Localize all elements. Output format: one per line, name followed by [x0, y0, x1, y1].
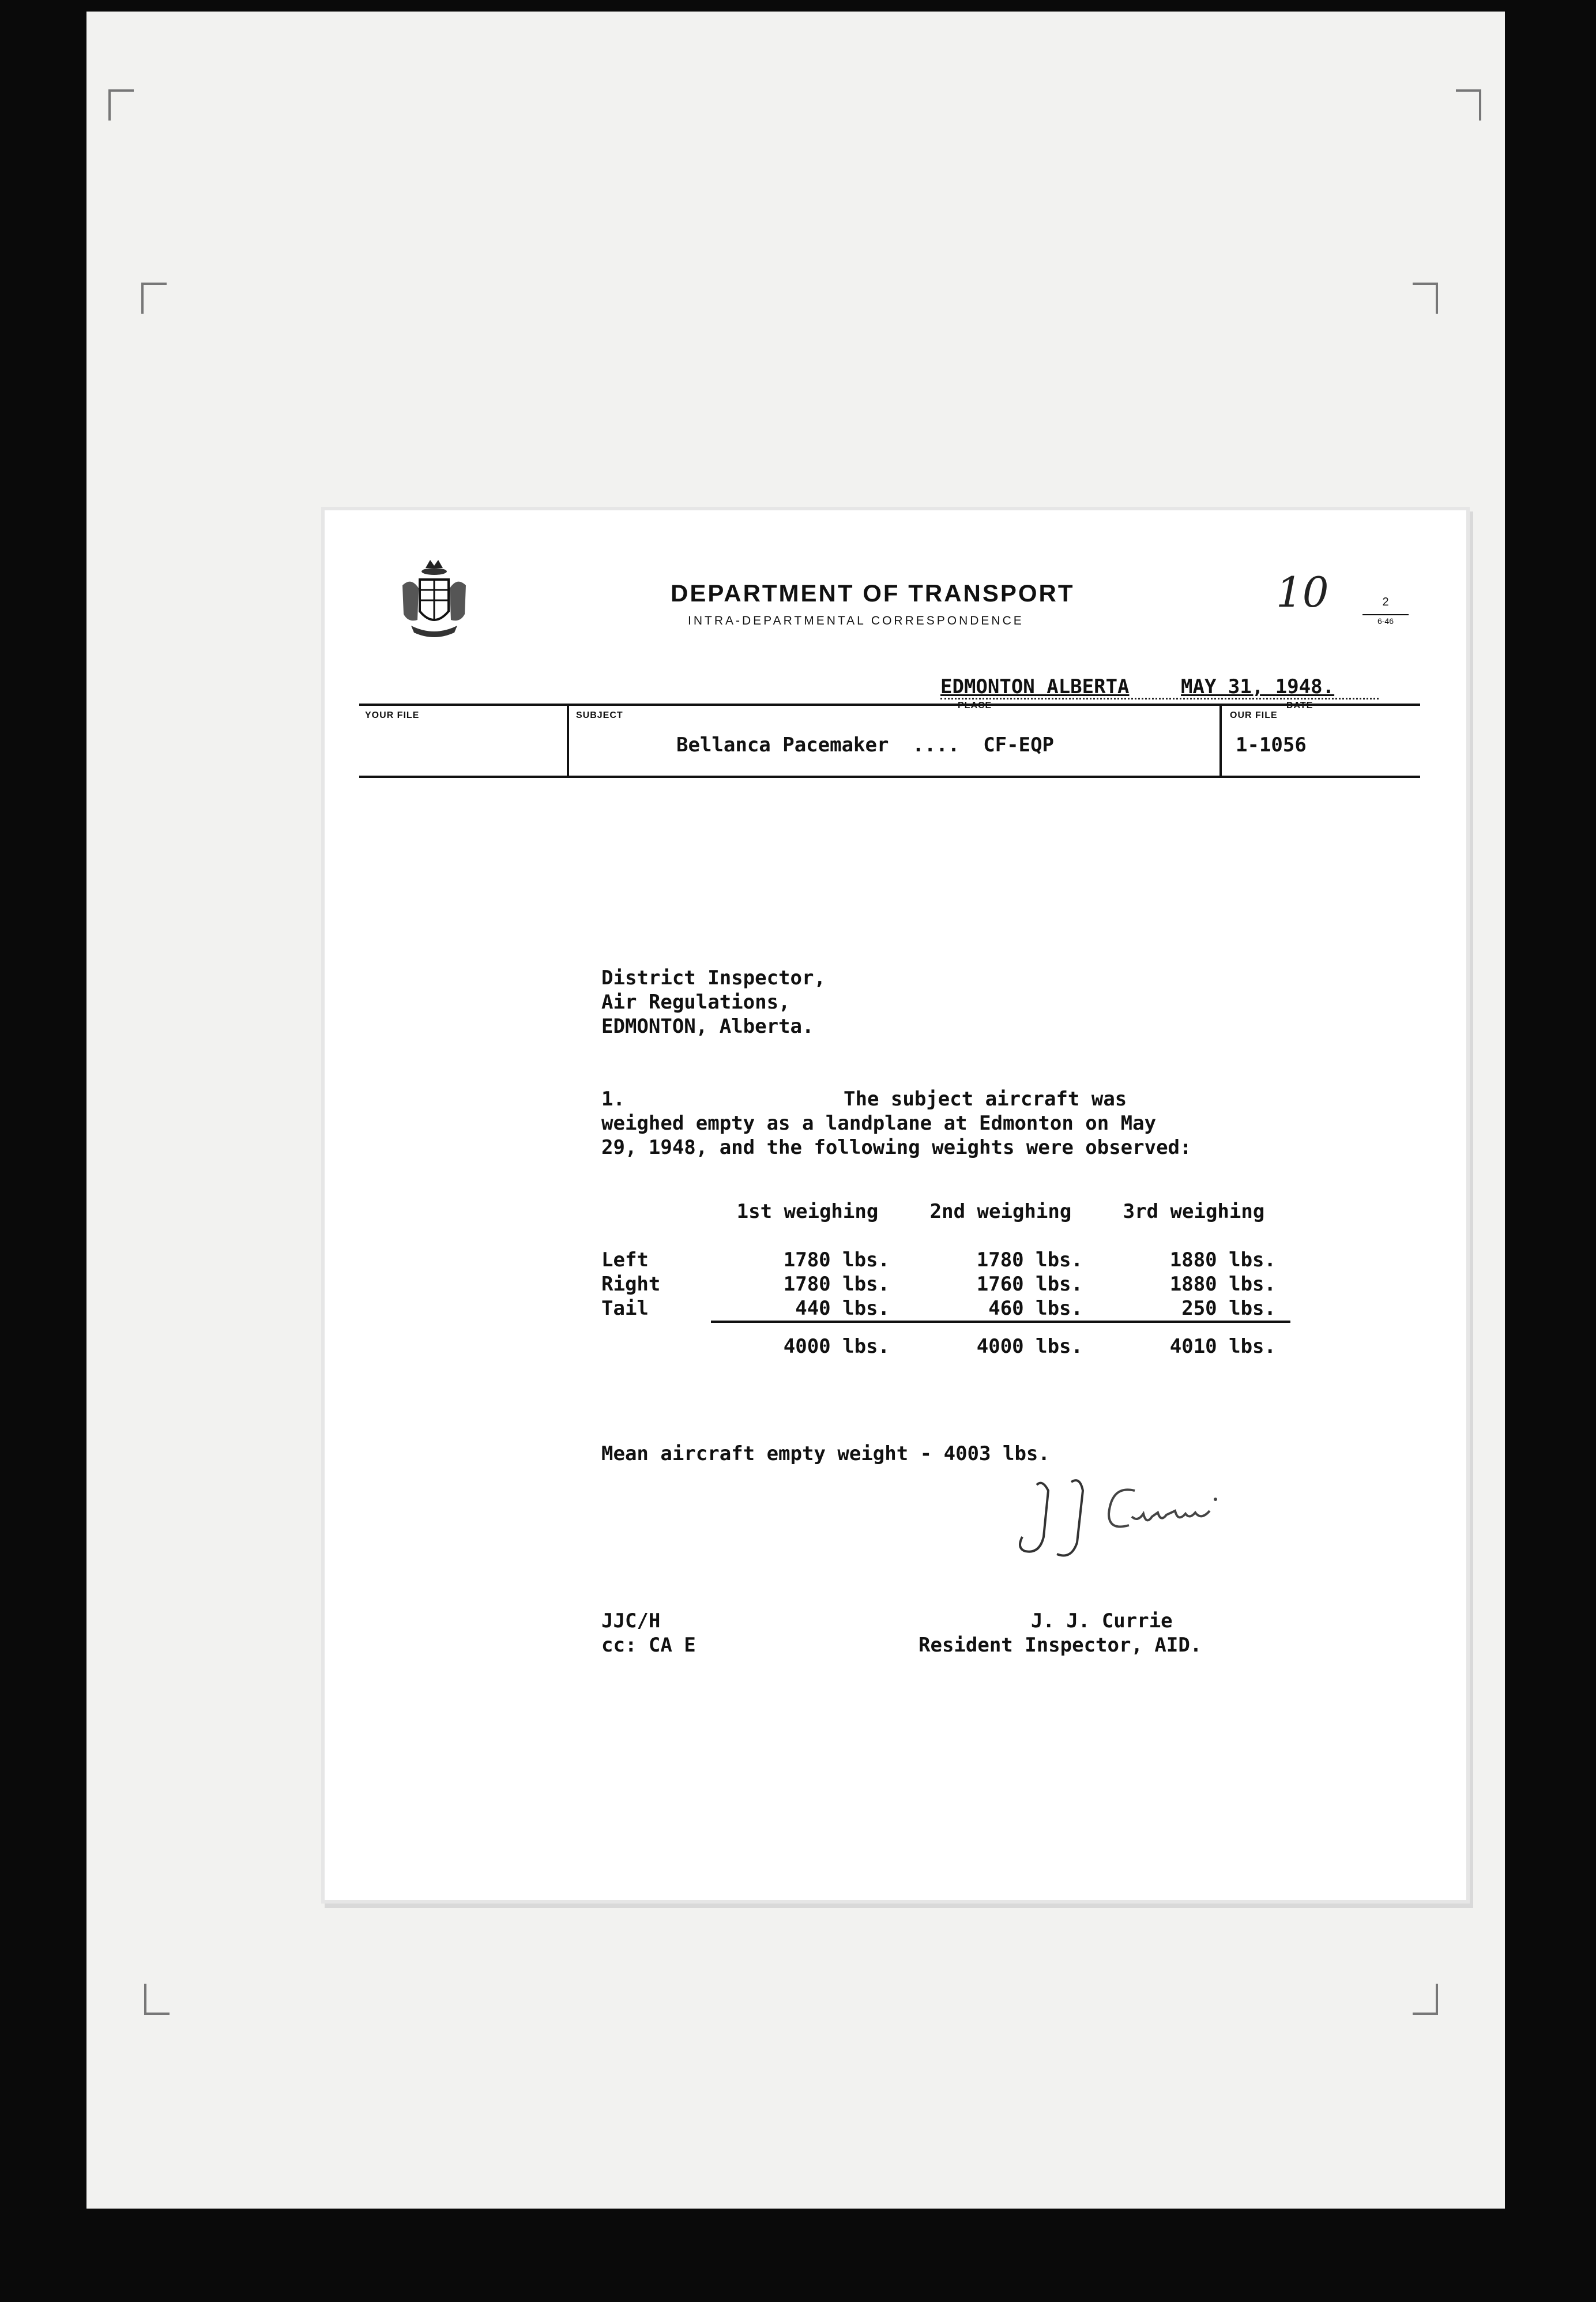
row-label: Left: [601, 1248, 649, 1272]
form-number: 2: [1382, 596, 1389, 608]
table-cell: 460 lbs.: [904, 1296, 1097, 1322]
total-cell: 4010 lbs.: [1169, 1335, 1276, 1358]
total-cell: 4000 lbs.: [976, 1335, 1083, 1358]
paragraph-line: 29, 1948, and the following weights were observed:: [601, 1136, 1192, 1159]
our-file-label: OUR FILE: [1230, 710, 1278, 720]
signer-title: Resident Inspector, AID.: [919, 1634, 1202, 1657]
row-label: Right: [601, 1273, 661, 1296]
paragraph-line: The subject aircraft was: [844, 1088, 1127, 1111]
table-header-row: [601, 1199, 1290, 1248]
table-row: [601, 1248, 1290, 1272]
addressee-line: District Inspector,: [601, 966, 826, 990]
carbon-copy-line: cc: CA E: [601, 1634, 696, 1657]
your-file-label: YOUR FILE: [365, 710, 420, 720]
table-spacer-row: [601, 1322, 1290, 1334]
weights-table: [601, 1199, 1290, 1359]
crop-mark-mid-right: [1413, 283, 1438, 314]
subject-value: Bellanca Pacemaker .... CF-EQP: [676, 734, 1055, 757]
addressee-line: EDMONTON, Alberta.: [601, 1015, 814, 1038]
crop-mark-bottom-right: [1413, 1984, 1438, 2015]
place-value: EDMONTON ALBERTA: [940, 675, 1130, 698]
crop-mark-mid-left: [141, 283, 167, 314]
table-total-row: [601, 1334, 1290, 1359]
table-cell: 1880 lbs.: [1169, 1273, 1276, 1296]
typist-reference: JJC/H: [601, 1609, 661, 1633]
date-label: [1286, 701, 1313, 711]
crop-mark-top-right: [1456, 89, 1481, 121]
table-cell: 1760 lbs.: [976, 1273, 1083, 1296]
table-cell: 250 lbs.: [1097, 1296, 1290, 1322]
addressee-line: Air Regulations,: [601, 991, 791, 1014]
department-subtitle: INTRA-DEPARTMENTAL CORRESPONDENCE: [688, 614, 1024, 627]
place-label: [958, 701, 992, 711]
handwritten-signature: [1002, 1468, 1256, 1566]
department-title: DEPARTMENT OF TRANSPORT: [671, 580, 1075, 607]
total-cell: 4000 lbs.: [783, 1335, 890, 1358]
table-cell: 440 lbs.: [711, 1296, 904, 1322]
memo-page: [325, 510, 1466, 1900]
paragraph-line: weighed empty as a landplane at Edmonton on May: [601, 1112, 1157, 1135]
file-box-divider: [1219, 706, 1222, 776]
handwritten-page-number: 10: [1276, 568, 1329, 616]
table-header-cell: 1st weighing: [736, 1200, 879, 1223]
table-header-cell: 3rd weighing: [1123, 1200, 1265, 1223]
file-box-top-rule: [359, 704, 1420, 706]
mean-weight-line: Mean aircraft empty weight - 4003 lbs.: [601, 1442, 1050, 1465]
canadian-coat-of-arms-icon: [397, 556, 472, 643]
crop-mark-bottom-left: [144, 1984, 170, 2015]
our-file-value: 1-1056: [1236, 734, 1307, 757]
crop-mark-top-left: [108, 89, 134, 121]
table-row: [601, 1272, 1290, 1296]
table-header-cell: 2nd weighing: [929, 1200, 1072, 1223]
row-label: Tail: [601, 1297, 649, 1320]
signer-name: J. J. Currie: [1031, 1609, 1173, 1633]
table-row: [601, 1296, 1290, 1322]
date-value: MAY 31, 1948.: [1181, 675, 1335, 698]
table-cell: 1780 lbs.: [783, 1273, 890, 1296]
table-cell: 1780 lbs.: [976, 1248, 1083, 1272]
file-box-bottom-rule: [359, 776, 1420, 778]
table-cell: 1880 lbs.: [1169, 1248, 1276, 1272]
file-box-divider: [567, 706, 569, 776]
form-revision-date: 6-46: [1362, 614, 1409, 626]
table-header-cell: [601, 1199, 711, 1248]
subject-label: SUBJECT: [576, 710, 623, 720]
paragraph-number: 1.: [601, 1088, 625, 1111]
table-cell: 1780 lbs.: [783, 1248, 890, 1272]
